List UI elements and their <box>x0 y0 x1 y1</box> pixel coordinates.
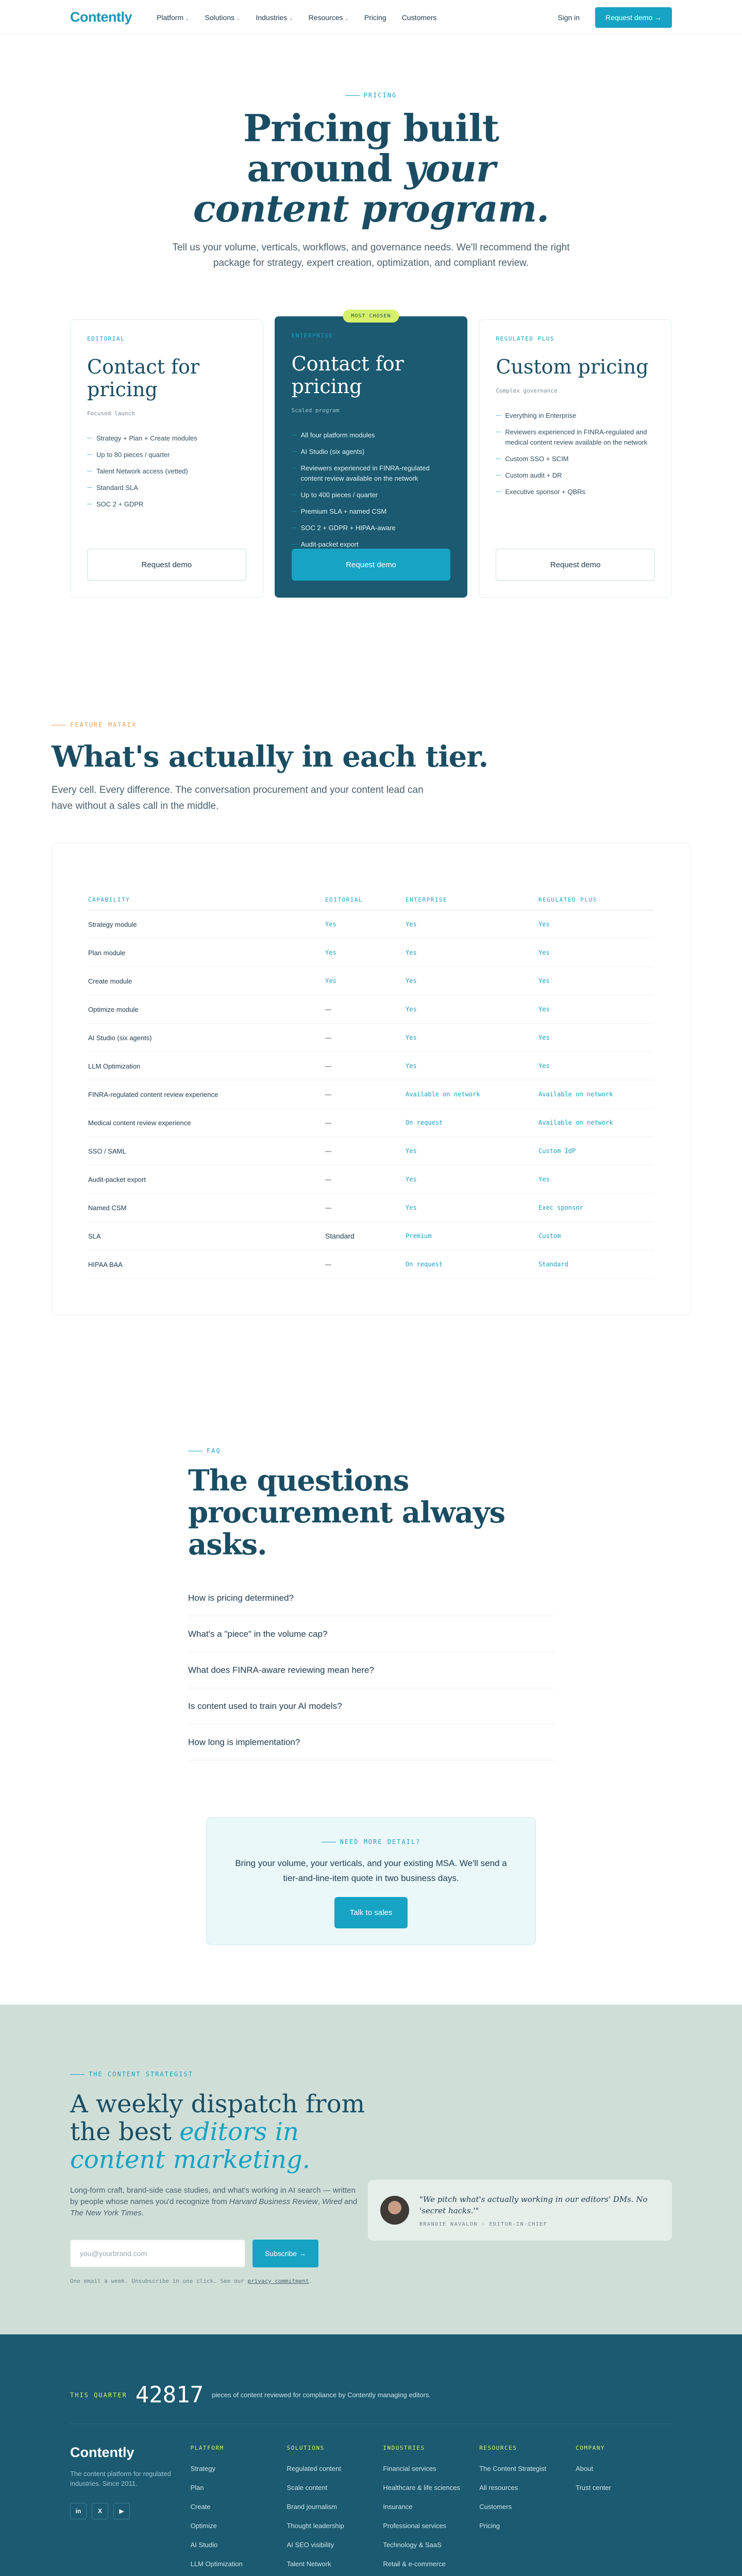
pricing-card-enterprise <box>275 313 468 598</box>
list-item: — Up to 400 pieces / quarter <box>292 487 451 503</box>
footer-link[interactable]: Healthcare & life sciences <box>383 2484 460 2492</box>
capability-cell: HIPAA BAA <box>88 1260 123 1268</box>
chevron-down-icon: ⌄ <box>185 15 190 22</box>
footer-brand <box>70 2445 191 2576</box>
tier-value-cell: Custom <box>538 1232 561 1240</box>
feature-list <box>496 408 655 500</box>
footer-col-platform: PLATFORM Strategy Plan Create Optimize AI Studio LLM Optimization <box>191 2445 287 2576</box>
list-item: — Executive sponsor + QBRs <box>496 484 655 500</box>
subscribe-button[interactable]: Subscribe → <box>252 2240 318 2267</box>
table-row <box>88 1165 654 1194</box>
faq-section <box>188 1447 554 1760</box>
capability-cell: LLM Optimization <box>88 1062 141 1070</box>
tier-value-cell: — <box>325 1062 331 1070</box>
matrix-title: What's actually in each tier. <box>52 740 488 774</box>
tier-price: Contact for pricing <box>291 352 404 398</box>
tier-value-cell: Yes <box>538 1006 550 1013</box>
capability-cell: Plan module <box>88 948 126 957</box>
footer-link[interactable]: Brand journalism <box>286 2503 338 2511</box>
tier-sub: Focused launch <box>87 410 135 417</box>
nav-pricing[interactable]: Pricing <box>364 13 386 22</box>
table-row <box>88 967 654 995</box>
footer-link[interactable]: Professional services <box>383 2522 447 2530</box>
youtube-icon[interactable]: ▶ <box>113 2503 130 2519</box>
footer-col-solutions: SOLUTIONS Regulated content Scale content Brand journalism Thought leadership AI SEO visibility Talent Network <box>286 2445 383 2576</box>
hero <box>0 35 742 271</box>
footer-link[interactable]: Scale content <box>286 2484 328 2492</box>
stat-label: THIS QUARTER <box>70 2391 127 2399</box>
pricing-card-regulated-plus <box>479 319 672 598</box>
tier-value-cell: Yes <box>406 921 417 928</box>
tier-value-cell: Yes <box>538 977 550 985</box>
tier-value-cell: Custom IdP <box>538 1147 576 1155</box>
avatar <box>380 2196 409 2225</box>
need-more-detail-box <box>206 1817 536 1945</box>
footer-link[interactable]: Create <box>190 2503 211 2511</box>
table-row <box>88 1137 654 1165</box>
sign-in-link[interactable]: Sign in <box>558 13 580 22</box>
footer-link[interactable]: Retail & e-commerce <box>383 2560 446 2568</box>
footer-logo[interactable]: Contently <box>70 2445 134 2460</box>
needmore-eyebrow: NEED MORE DETAIL? <box>207 1838 535 1845</box>
tier-value-cell: Available on network <box>538 1119 613 1126</box>
tier-value-cell: Yes <box>325 977 336 985</box>
stat-text: pieces of content reviewed for compliance by Contently managing editors. <box>212 2391 431 2399</box>
list-item: — SOC 2 + GDPR <box>87 496 246 513</box>
talk-to-sales-button[interactable]: Talk to sales <box>334 1897 408 1928</box>
list-item: — All four platform modules <box>292 427 451 444</box>
tier-value-cell: Yes <box>406 1006 417 1013</box>
tier-sub: Scaled program <box>291 407 340 414</box>
pricing-card-editorial <box>70 319 263 598</box>
footer-link[interactable]: All resources <box>479 2484 518 2492</box>
nav-resources[interactable]: Resources ⌄ <box>308 13 349 22</box>
tier-value-cell: On request <box>406 1119 443 1126</box>
tier-value-cell: Yes <box>406 1147 417 1155</box>
tier-value-cell: Yes <box>325 949 336 956</box>
quote-text: "We pitch what's actually working in our editors' DMs. No 'secret hacks.'" <box>419 2194 648 2215</box>
hero-subtitle: Tell us your volume, verticals, workflows, and governance needs. We'll recommend the right package for strategy, expert creation, optimization, and compliant review. <box>172 242 570 268</box>
email-field[interactable]: you@yourbrand.com <box>70 2240 245 2267</box>
tier-price: Contact for pricing <box>87 355 200 401</box>
footer-link[interactable]: AI SEO visibility <box>286 2541 334 2549</box>
newsletter-title: A weekly dispatch from the best editors in content marketing. <box>70 2090 365 2174</box>
footer-col-industries: INDUSTRIES Financial services Healthcare & life sciences Insurance Professional services Technology & SaaS Retail & e-commerce <box>383 2445 479 2576</box>
footer-link[interactable]: Thought leadership <box>286 2522 344 2530</box>
footer-link[interactable]: Regulated content <box>286 2465 341 2472</box>
tier-value-cell: — <box>325 1119 331 1126</box>
table-row <box>88 1024 654 1052</box>
faq-title: The questions procurement always asks. <box>188 1464 505 1562</box>
tier-value-cell: — <box>325 1204 331 1211</box>
footer-col-company: COMPANY About Trust center <box>576 2445 672 2576</box>
linkedin-icon[interactable]: in <box>70 2503 87 2519</box>
list-item: — Premium SLA + named CSM <box>292 503 451 520</box>
table-row <box>88 1052 654 1080</box>
capability-cell: AI Studio (six agents) <box>88 1033 152 1042</box>
feature-matrix-table <box>52 843 690 1315</box>
footer-tagline: The content platform for regulated industries. Since 2011. <box>70 2470 171 2487</box>
table-row <box>88 1250 654 1279</box>
faq-item[interactable]: What's a "piece" in the volume cap? <box>188 1616 554 1652</box>
footer <box>0 2334 742 2576</box>
footer-link[interactable]: Pricing <box>479 2522 500 2530</box>
newsletter-fine-print: One email a week. Unsubscribe in one click. See our privacy commitment. <box>70 2278 313 2284</box>
footer-link[interactable]: About <box>576 2465 594 2472</box>
capability-cell: Named CSM <box>88 1204 127 1212</box>
table-row <box>88 939 654 967</box>
footer-link[interactable]: Financial services <box>383 2465 436 2472</box>
tier-name: EDITORIAL <box>87 335 125 342</box>
most-chosen-badge: MOST CHOSEN <box>343 310 399 323</box>
faq-item[interactable]: How long is implementation? <box>188 1724 554 1760</box>
list-item: — Reviewers experienced in FINRA-regulated content review available on the network <box>292 460 451 487</box>
tier-value-cell: Premium <box>406 1232 432 1240</box>
newsletter-section <box>0 2005 742 2334</box>
matrix-eyebrow: FEATURE MATRIX <box>52 721 690 728</box>
chevron-down-icon: ⌄ <box>344 15 349 22</box>
table-row <box>88 1080 654 1109</box>
tier-value-cell: Yes <box>325 921 336 928</box>
newsletter-description: Long-form craft, brand-side case studies, and what's working in AI search — written by people whose names you'd recognize from Harvard Business Review, Wired and The New York Times. <box>70 2186 358 2217</box>
tier-value-cell: Yes <box>406 949 417 956</box>
list-item: — AI Studio (six agents) <box>292 444 451 460</box>
list-item: — Custom SSO + SCIM <box>496 451 655 467</box>
tier-value-cell: Available on network <box>406 1091 480 1098</box>
capability-cell: Medical content review experience <box>88 1118 191 1127</box>
tier-value-cell: — <box>325 1147 331 1155</box>
tier-value-cell: On request <box>406 1261 443 1268</box>
tier-name: ENTERPRISE <box>291 332 333 339</box>
logo[interactable]: Contently <box>70 9 132 25</box>
list-item: — Audit-packet export <box>292 536 451 553</box>
table-body <box>88 910 654 1279</box>
tier-value-cell: — <box>325 1034 331 1041</box>
footer-col-resources: RESOURCES The Content Strategist All resources Customers Pricing <box>479 2445 576 2576</box>
social-links <box>70 2503 191 2519</box>
footer-link[interactable]: Customers <box>479 2503 512 2511</box>
footer-link[interactable]: LLM Optimization <box>190 2560 243 2568</box>
list-item: — Standard SLA <box>87 480 246 496</box>
feature-list <box>292 427 451 553</box>
table-row <box>88 1222 654 1250</box>
footer-stat <box>70 2334 672 2424</box>
nav-links <box>157 13 558 22</box>
tier-value-cell: Yes <box>538 921 550 928</box>
top-nav <box>0 0 742 35</box>
privacy-link[interactable]: privacy commitment <box>247 2278 309 2284</box>
footer-link[interactable]: Talent Network <box>286 2560 331 2568</box>
list-item: — Strategy + Plan + Create modules <box>87 430 246 447</box>
footer-link[interactable]: AI Studio <box>190 2541 218 2549</box>
table-row <box>88 1194 654 1222</box>
capability-cell: Audit-packet export <box>88 1175 146 1183</box>
tier-value-cell: Exec sponsor <box>538 1204 583 1211</box>
feature-list <box>87 430 246 513</box>
faq-eyebrow: FAQ <box>188 1447 554 1454</box>
footer-link[interactable]: Insurance <box>383 2503 413 2511</box>
tier-value-cell: Standard <box>325 1232 355 1240</box>
footer-columns <box>70 2445 672 2576</box>
table-row <box>88 910 654 939</box>
tier-value-cell: Yes <box>406 977 417 985</box>
tier-value-cell: — <box>325 1261 331 1268</box>
tier-value-cell: Available on network <box>538 1091 613 1098</box>
faq-item[interactable]: What does FINRA-aware reviewing mean here? <box>188 1652 554 1688</box>
x-icon[interactable]: X <box>92 2503 108 2519</box>
footer-link[interactable]: Technology & SaaS <box>383 2541 442 2549</box>
tier-value-cell: Yes <box>538 1176 550 1183</box>
chevron-down-icon: ⌄ <box>289 15 293 22</box>
table-row <box>88 995 654 1024</box>
capability-cell: FINRA-regulated content review experience <box>88 1090 218 1098</box>
tier-value-cell: — <box>325 1176 331 1183</box>
list-item: — Reviewers experienced in FINRA-regulated and medical content review available on the network <box>496 424 655 451</box>
page-title: Pricing built around your content program. <box>193 106 549 230</box>
tier-value-cell: — <box>325 1006 331 1013</box>
request-demo-button[interactable]: Request demo <box>292 549 451 581</box>
request-demo-button[interactable]: Request demo <box>87 549 246 581</box>
request-demo-button[interactable]: Request demo <box>496 549 655 581</box>
tier-value-cell: Yes <box>538 949 550 956</box>
table-row <box>88 1109 654 1137</box>
list-item: — Everything in Enterprise <box>496 408 655 424</box>
footer-link[interactable]: The Content Strategist <box>479 2465 547 2472</box>
hero-eyebrow: PRICING <box>0 92 742 99</box>
testimonial-quote <box>368 2180 672 2241</box>
tier-value-cell: — <box>325 1091 331 1098</box>
tier-value-cell: Yes <box>406 1062 417 1070</box>
subscribe-form <box>70 2240 672 2267</box>
needmore-text: Bring your volume, your verticals, and your existing MSA. We'll send a tier-and-line-item quote in two business days. <box>235 1858 507 1883</box>
footer-link[interactable]: Trust center <box>576 2484 611 2492</box>
faq-item[interactable]: Is content used to train your AI models? <box>188 1688 554 1724</box>
footer-link[interactable]: Plan <box>190 2484 204 2492</box>
tier-price: Custom pricing <box>496 355 649 378</box>
footer-link[interactable]: Strategy <box>190 2465 216 2472</box>
tier-value-cell: Standard <box>538 1261 568 1268</box>
tier-value-cell: Yes <box>406 1176 417 1183</box>
pricing-cards <box>0 313 742 598</box>
nav-platform[interactable]: Platform ⌄ <box>157 13 190 22</box>
footer-link[interactable]: Optimize <box>190 2522 217 2530</box>
tier-sub: Complex governance <box>496 387 558 394</box>
chevron-down-icon: ⌄ <box>236 15 241 22</box>
request-demo-button[interactable]: Request demo → <box>595 7 672 28</box>
tier-value-cell: Yes <box>538 1062 550 1070</box>
capability-cell: SLA <box>88 1232 101 1240</box>
list-item: — SOC 2 + GDPR + HIPAA-aware <box>292 520 451 536</box>
tier-name: REGULATED PLUS <box>496 335 555 342</box>
list-item: — Up to 80 pieces / quarter <box>87 447 246 463</box>
capability-cell: Create module <box>88 977 132 985</box>
stat-number: 42817 <box>135 2382 204 2408</box>
nav-customers[interactable]: Customers <box>401 13 437 22</box>
tier-value-cell: Yes <box>406 1034 417 1041</box>
quote-author: BRANDIE NAVALON · EDITOR-IN-CHIEF <box>419 2221 548 2227</box>
capability-cell: SSO / SAML <box>88 1147 126 1155</box>
nav-industries[interactable]: Industries ⌄ <box>256 13 293 22</box>
list-item: — Custom audit + DR <box>496 467 655 484</box>
faq-list <box>188 1580 554 1760</box>
table-header: CAPABILITY EDITORIAL ENTERPRISE REGULATED PLUS <box>88 890 654 910</box>
faq-item[interactable]: How is pricing determined? <box>188 1580 554 1616</box>
newsletter-eyebrow: THE CONTENT STRATEGIST <box>70 2071 672 2078</box>
list-item: — Talent Network access (vetted) <box>87 463 246 480</box>
capability-cell: Strategy module <box>88 920 137 928</box>
nav-solutions[interactable]: Solutions ⌄ <box>205 13 241 22</box>
matrix-subtitle: Every cell. Every difference. The conversation procurement and your content lead can have without a sales call in the middle. <box>52 785 424 811</box>
matrix-header <box>0 721 742 814</box>
tier-value-cell: Yes <box>406 1204 417 1211</box>
tier-value-cell: Yes <box>538 1034 550 1041</box>
capability-cell: Optimize module <box>88 1005 139 1013</box>
